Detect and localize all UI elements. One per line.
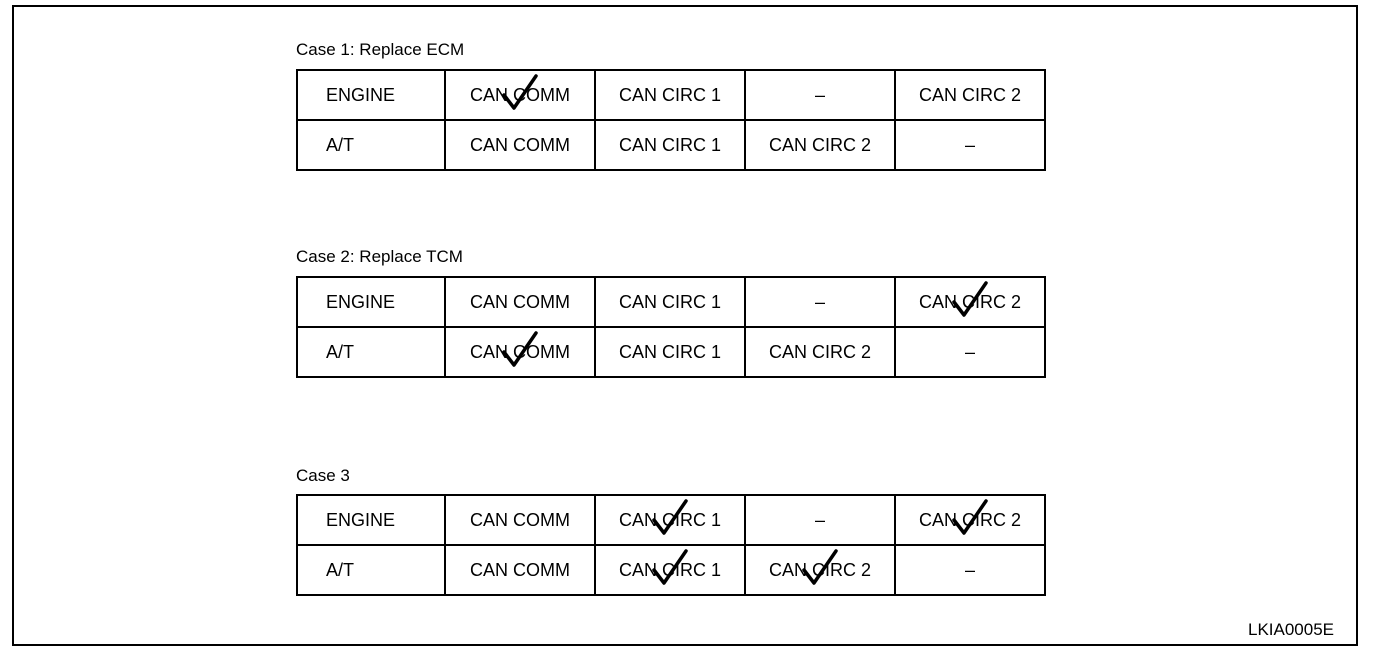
table-cell [895, 120, 1045, 170]
row-label-engine: ENGINE [297, 495, 445, 545]
cell-text: CAN CIRC 2 [918, 509, 1021, 530]
cell-text: CAN COMM [469, 134, 570, 155]
row-label-engine: ENGINE [297, 277, 445, 327]
table-cell [895, 70, 1045, 120]
row-label-at: A/T [297, 545, 445, 595]
table-row-engine [297, 495, 1045, 545]
table-cell [445, 545, 595, 595]
table-cell [445, 495, 595, 545]
cell-text: – [964, 341, 975, 362]
table-cell [445, 277, 595, 327]
table-row-at [297, 545, 1045, 595]
case-3-title: Case 3 [296, 466, 350, 485]
table-cell [895, 277, 1045, 327]
case-1-title: Case 1: Replace ECM [296, 40, 465, 59]
cell-text: – [814, 509, 825, 530]
table-cell [595, 495, 745, 545]
table-cell [445, 70, 595, 120]
table-cell [745, 495, 895, 545]
table-cell [745, 277, 895, 327]
cell-text: – [964, 559, 975, 580]
table-cell [895, 545, 1045, 595]
cell-text: CAN CIRC 1 [618, 291, 721, 312]
table-cell [595, 70, 745, 120]
row-label-at: A/T [297, 120, 445, 170]
table-cell [595, 277, 745, 327]
table-row-engine [297, 70, 1045, 120]
cell-text: CAN CIRC 1 [618, 84, 721, 105]
row-label-engine: ENGINE [297, 70, 445, 120]
cell-text: CAN CIRC 2 [918, 84, 1021, 105]
cell-text: CAN COMM [469, 509, 570, 530]
cell-text: CAN CIRC 1 [618, 509, 721, 530]
cell-text: – [964, 134, 975, 155]
table-row-engine [297, 277, 1045, 327]
cell-text: CAN CIRC 1 [618, 341, 721, 362]
cell-text: – [814, 84, 825, 105]
table-cell [595, 120, 745, 170]
table-cell [595, 327, 745, 377]
table-row-at [297, 120, 1045, 170]
case-3-table [296, 494, 1046, 596]
table-cell [445, 120, 595, 170]
table-cell [745, 70, 895, 120]
cell-text: CAN CIRC 2 [768, 559, 871, 580]
table-cell [745, 545, 895, 595]
cell-text: CAN CIRC 1 [618, 559, 721, 580]
case-2-title: Case 2: Replace TCM [296, 247, 463, 266]
cell-text: – [814, 291, 825, 312]
cell-text: CAN COMM [469, 291, 570, 312]
table-cell [895, 327, 1045, 377]
case-2-table [296, 276, 1046, 378]
figure-code: LKIA0005E [1247, 620, 1334, 639]
cell-text: CAN CIRC 2 [768, 341, 871, 362]
table-cell [895, 495, 1045, 545]
cell-text: CAN CIRC 1 [618, 134, 721, 155]
case-1-table [296, 69, 1046, 171]
cell-text: CAN CIRC 2 [918, 291, 1021, 312]
table-cell [745, 120, 895, 170]
table-cell [745, 327, 895, 377]
cell-text: CAN CIRC 2 [768, 134, 871, 155]
row-label-at: A/T [297, 327, 445, 377]
cell-text: CAN COMM [469, 559, 570, 580]
cell-text: CAN COMM [469, 84, 570, 105]
table-row-at [297, 327, 1045, 377]
cell-text: CAN COMM [469, 341, 570, 362]
table-cell [445, 327, 595, 377]
table-cell [595, 545, 745, 595]
